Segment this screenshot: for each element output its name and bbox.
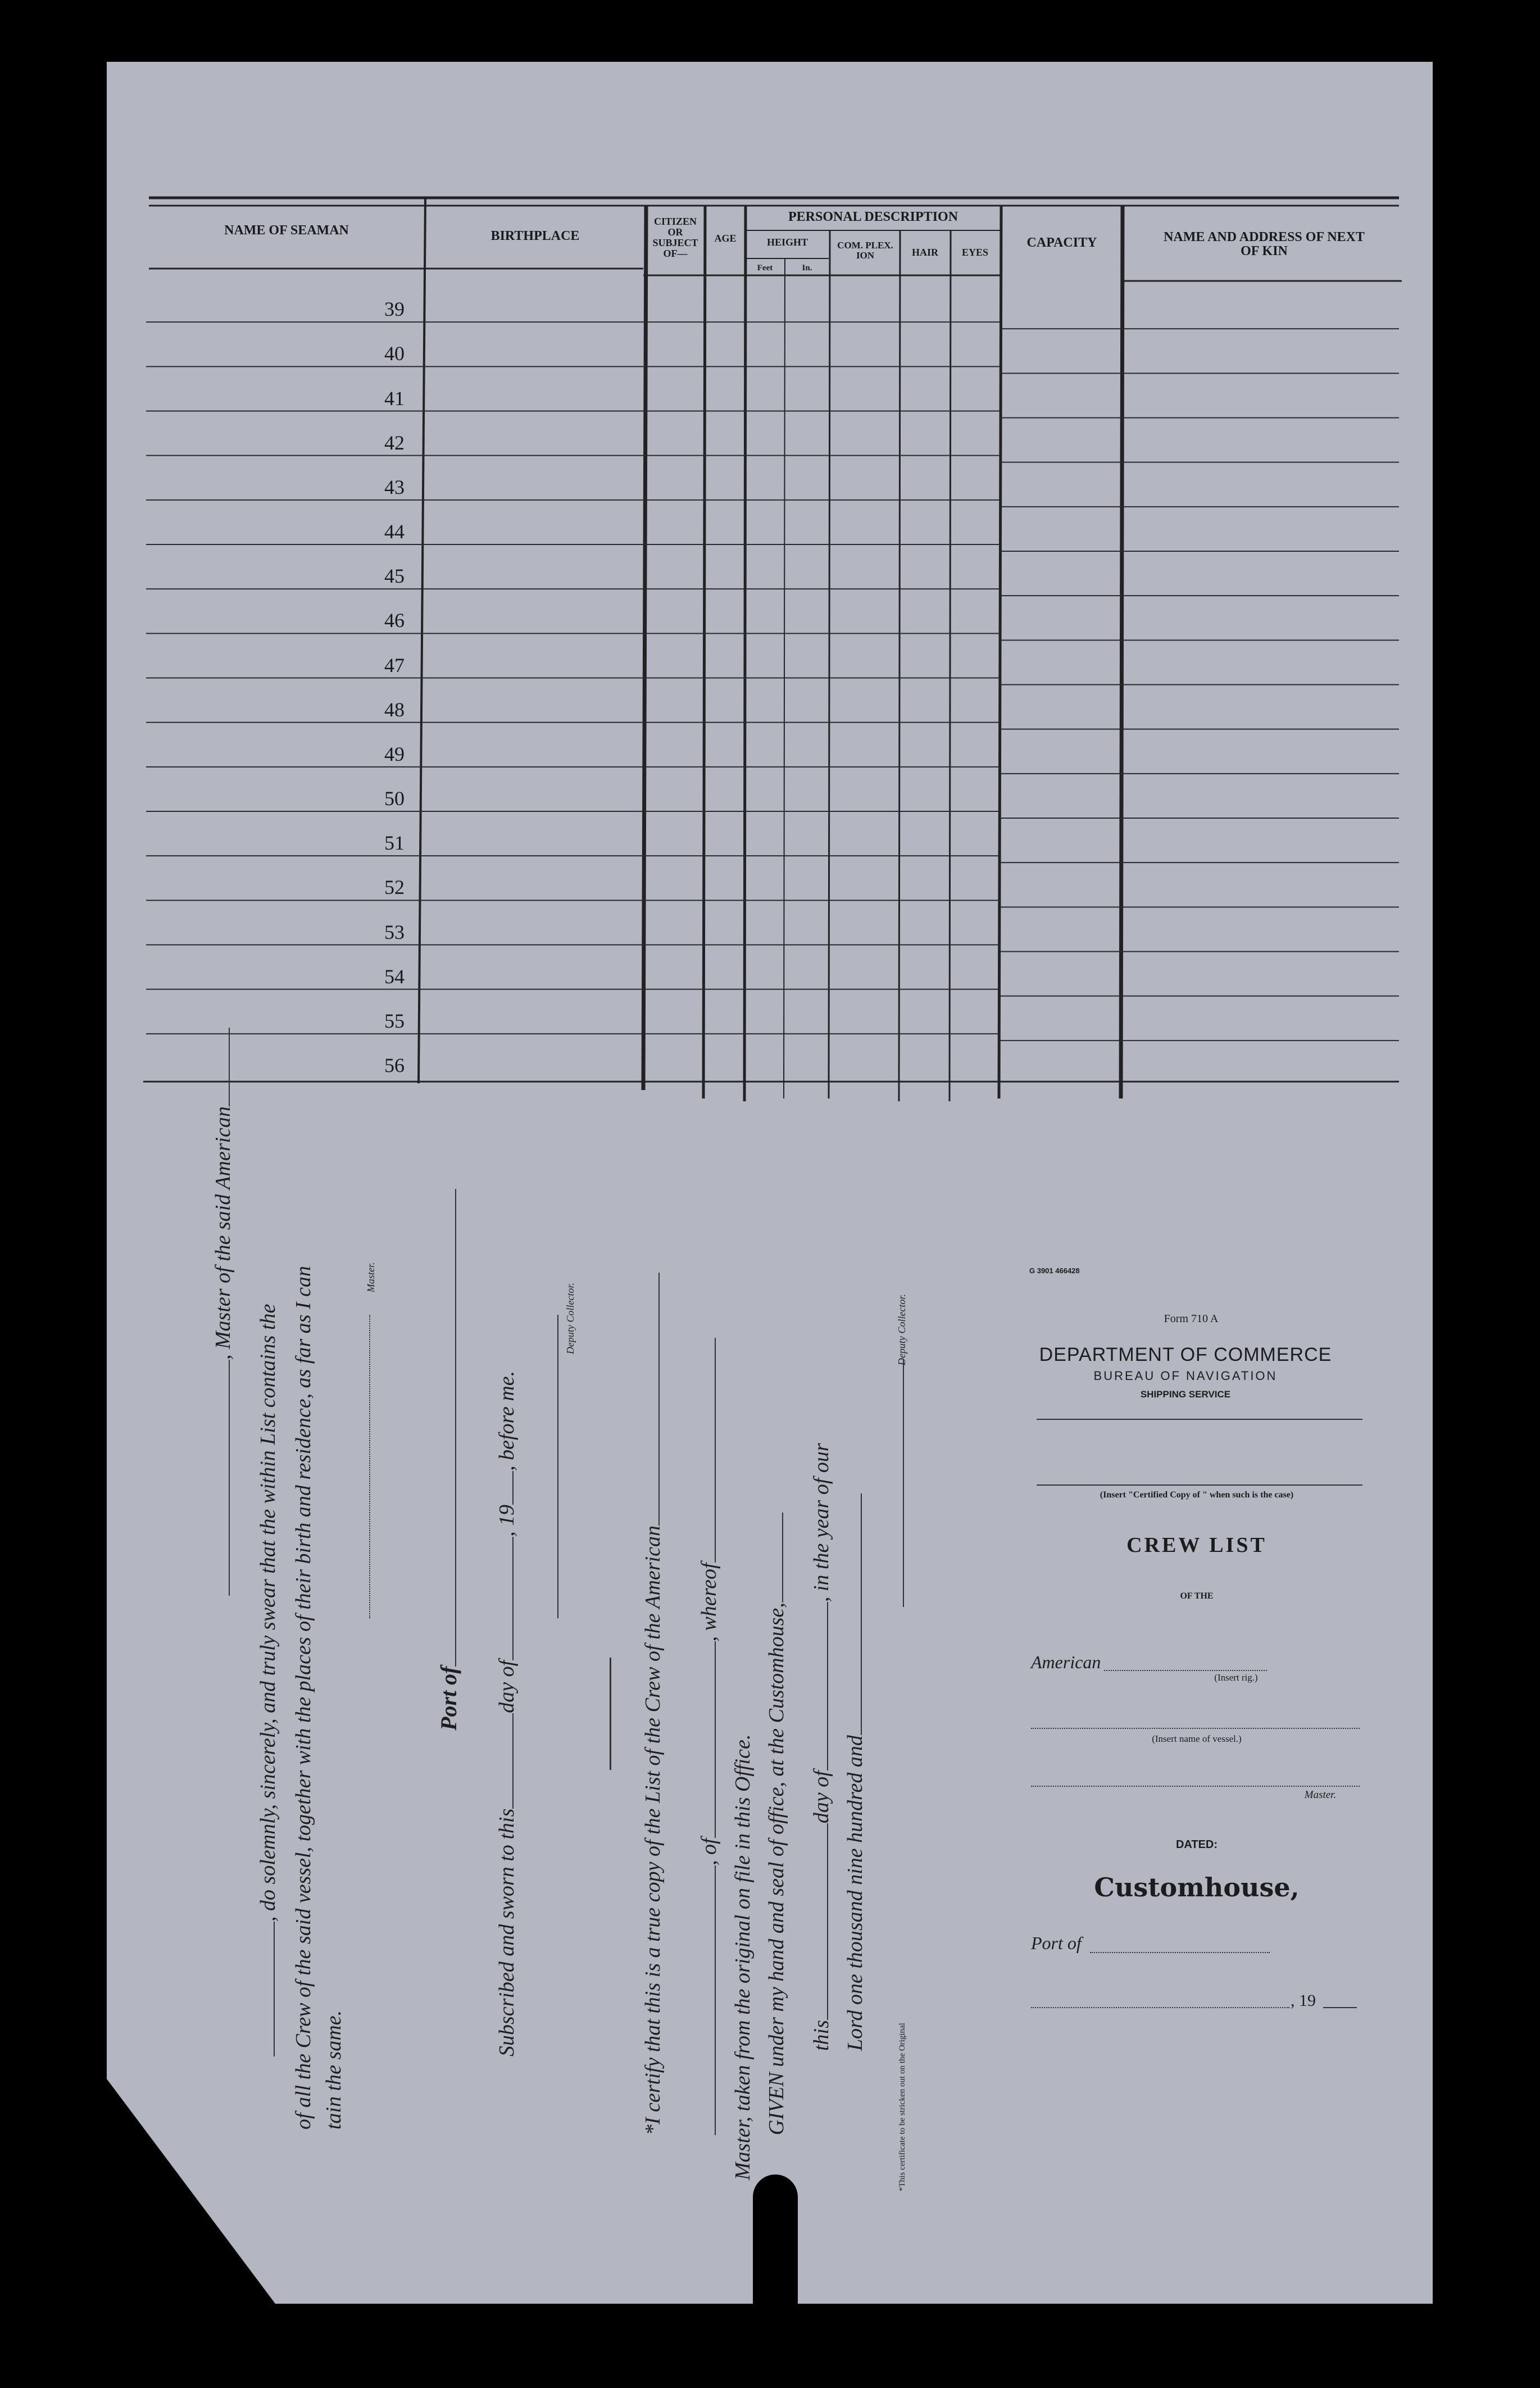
row-number: 41: [384, 387, 405, 410]
insert-vessel-label: (Insert name of vessel.): [1152, 1733, 1242, 1744]
row-number: 54: [384, 965, 405, 988]
row-number: 53: [384, 920, 405, 943]
deputy-collector-label-2: Deputy Collector.: [896, 1294, 907, 1365]
row-number: 43: [384, 475, 405, 498]
row-number: 47: [384, 653, 405, 677]
deputy-collector-line-2: [885, 1360, 910, 1607]
row-number: 49: [384, 742, 405, 765]
crew-list-title: CREW LIST: [1126, 1533, 1267, 1557]
print-code: G 3901 466428: [1029, 1266, 1080, 1275]
header-birthplace: BIRTHPLACE: [490, 229, 580, 243]
header-eyes: EYES: [961, 247, 989, 258]
header-inches: In.: [802, 264, 812, 273]
section-divider: [610, 1658, 611, 1770]
cover-port-field: [1031, 1933, 1368, 1958]
certificate-line-2: , of, whereof: [697, 1338, 721, 2135]
master-signature-line: [351, 1315, 376, 1618]
row-number: 42: [384, 431, 405, 454]
oath-line-3: of all the Crew of the said vessel, together with the places of their birth and residence, as far as I can: [292, 1265, 315, 2130]
header-height: HEIGHT: [766, 237, 808, 248]
insert-rig-label: (Insert rig.): [1214, 1672, 1258, 1683]
dated-label: DATED:: [1175, 1838, 1218, 1851]
oath-line-2: , do solemnly, sincerely, and truly swear that the within List contains the: [256, 1304, 280, 2056]
row-number: 50: [384, 787, 405, 810]
certificate-line-4: GIVEN under my hand and seal of office, at the Customhouse,: [764, 1513, 789, 2135]
cover-port-label: Port of: [1031, 1933, 1082, 1953]
header-hair: HAIR: [911, 247, 938, 258]
certificate-line-6: Lord one thousand nine hundred and: [843, 1493, 867, 2051]
row-number: 52: [384, 876, 405, 899]
department-title: DEPARTMENT OF COMMERCE: [1039, 1344, 1332, 1365]
master-name-line: [1031, 1786, 1360, 1787]
insert-certified-note: (Insert "Certified Copy of " when such is the case): [1100, 1490, 1294, 1500]
header-name-of-seaman: NAME OF SEAMAN: [224, 223, 349, 238]
oath-line-1: , Master of the said American: [211, 1028, 235, 1596]
row-number: 44: [384, 520, 405, 543]
port-of-line: Port of: [435, 1189, 462, 1731]
header-next-of-kin: NAME AND ADDRESS OF NEXT OF KIN: [1164, 230, 1365, 259]
row-number: 51: [384, 832, 405, 855]
header-complexion: COM. PLEX. ION: [837, 240, 893, 261]
deputy-collector-line-1: [539, 1315, 564, 1618]
cover-rule-2: [1037, 1484, 1362, 1486]
row-number: 55: [384, 1009, 405, 1032]
row-number: 40: [384, 342, 405, 365]
header-age: AGE: [714, 233, 737, 244]
american-label: American: [1031, 1652, 1101, 1672]
header-citizen: CITIZEN OR SUBJECT OF—: [652, 216, 698, 259]
torn-corner: [107, 2079, 275, 2304]
header-personal-description: PERSONAL DESCRIPTION: [788, 210, 958, 224]
certificate-line-5: thisday of, in the year of our: [810, 1443, 833, 2051]
header-feet: Feet: [757, 264, 773, 273]
vessel-name-line: [1031, 1728, 1360, 1729]
cover-year-label: , 19: [1291, 1991, 1316, 2010]
certificate-footnote: *This certificate to be stricken out on the Original: [898, 2023, 907, 2191]
row-number: 56: [384, 1054, 405, 1077]
cover-master-label: Master.: [1304, 1789, 1337, 1801]
cover-rule-1: [1037, 1419, 1362, 1420]
row-number: 39: [384, 298, 405, 321]
bureau-title: BUREAU OF NAVIGATION: [1093, 1369, 1278, 1383]
oath-line-4: tain the same.: [322, 2010, 346, 2130]
certificate-line-1: *I certify that this is a true copy of the List of the Crew of the American: [640, 1273, 665, 2135]
form-number: Form 710 A: [1164, 1313, 1219, 1325]
of-the-label: OF THE: [1180, 1591, 1214, 1601]
deputy-collector-label-1: Deputy Collector.: [565, 1283, 576, 1354]
certificate-line-3: Master, taken from the original on file in this Office.: [731, 1734, 755, 2180]
torn-hole: [753, 2174, 798, 2304]
row-number: 45: [384, 565, 405, 588]
service-title: SHIPPING SERVICE: [1140, 1389, 1231, 1400]
cover-date-field: [1031, 1991, 1368, 2014]
customhouse-heading: Customhouse,: [1094, 1872, 1300, 1903]
header-capacity: CAPACITY: [1026, 235, 1097, 250]
subscribed-sworn-line: Subscribed and sworn to thisday of, 19, before me.: [495, 1370, 519, 2056]
row-number: 46: [384, 609, 405, 632]
row-number: 48: [384, 698, 405, 721]
master-signature-label: Master.: [365, 1262, 376, 1292]
